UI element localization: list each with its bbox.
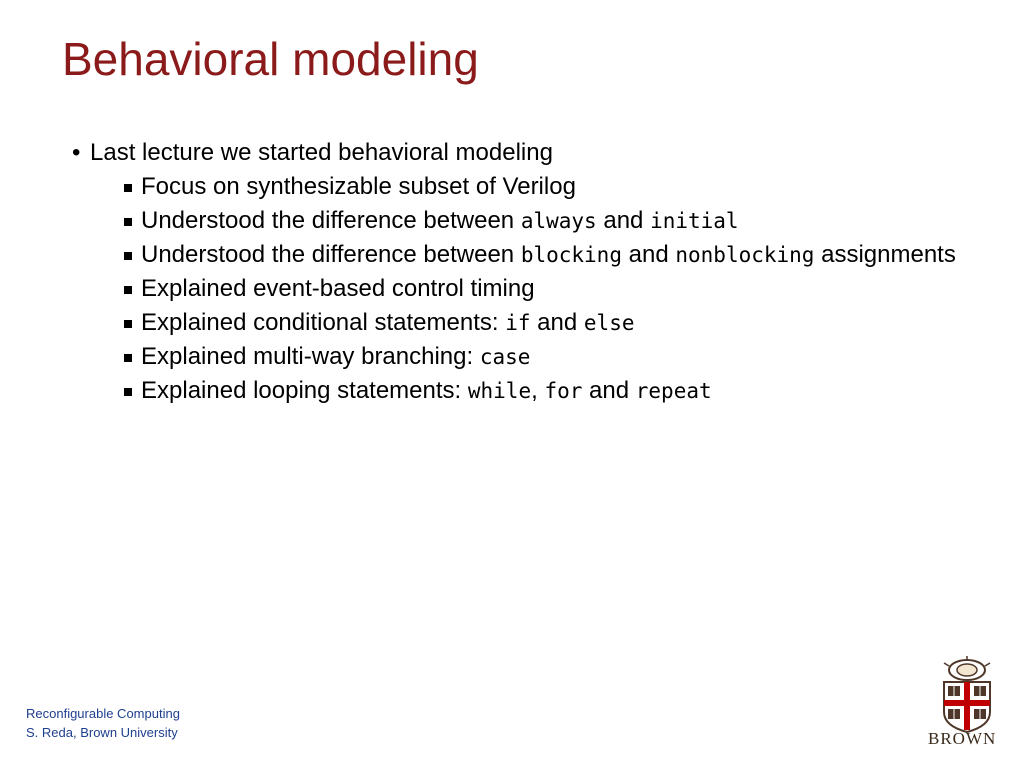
- sub-bullet-text: and: [621, 241, 676, 268]
- code-keyword: if: [505, 311, 531, 335]
- square-bullet-icon: [124, 286, 132, 294]
- footer-course: Reconfigurable Computing: [26, 706, 180, 721]
- sub-bullet-text: Explained conditional statements:: [141, 309, 506, 336]
- sub-bullet-5: [72, 306, 972, 340]
- sub-bullet-text: Focus on synthesizable subset of Verilog: [141, 173, 576, 200]
- sub-bullet-6: [72, 340, 972, 374]
- sub-bullet-7: [72, 374, 972, 408]
- footer: [26, 704, 180, 742]
- shield-icon: [944, 682, 990, 732]
- code-keyword: case: [479, 345, 531, 369]
- code-keyword: initial: [650, 209, 739, 233]
- sub-bullet-text: and: [596, 207, 651, 234]
- bullet-main: [72, 136, 972, 170]
- code-keyword: else: [583, 311, 635, 335]
- sub-bullet-text: assignments: [814, 241, 956, 268]
- square-bullet-icon: [124, 388, 132, 396]
- bullet-list: [72, 136, 972, 408]
- bullet-dot-icon: •: [72, 139, 81, 166]
- square-bullet-icon: [124, 354, 132, 362]
- sub-bullet-3: [72, 238, 972, 272]
- sub-bullet-text: ,: [531, 377, 545, 404]
- sub-bullet-text: and: [582, 377, 636, 404]
- code-keyword: for: [544, 379, 583, 403]
- square-bullet-icon: [124, 252, 132, 260]
- square-bullet-icon: [124, 218, 132, 226]
- sub-bullet-text: Explained event-based control timing: [141, 275, 535, 302]
- slide-title: Behavioral modeling: [62, 33, 479, 85]
- code-keyword: blocking: [520, 243, 622, 267]
- sub-bullet-text: Understood the difference between: [141, 207, 521, 234]
- code-keyword: always: [520, 209, 597, 233]
- sub-bullet-2: [72, 204, 972, 238]
- sub-bullet-text: Explained multi-way branching:: [141, 343, 480, 370]
- footer-author: S. Reda, Brown University: [26, 725, 178, 740]
- sub-bullet-4: [72, 272, 972, 306]
- code-keyword: while: [467, 379, 532, 403]
- sun-icon: [944, 656, 990, 680]
- sub-bullet-1: [72, 170, 972, 204]
- square-bullet-icon: [124, 320, 132, 328]
- sub-bullet-text: Understood the difference between: [141, 241, 521, 268]
- sub-bullet-text: and: [530, 309, 584, 336]
- code-keyword: repeat: [635, 379, 712, 403]
- bullet-main-text: Last lecture we started behavioral modeling: [90, 139, 553, 166]
- square-bullet-icon: [124, 184, 132, 192]
- sub-bullet-text: Explained looping statements:: [141, 377, 468, 404]
- code-keyword: nonblocking: [675, 243, 815, 267]
- brown-wordmark: BROWN: [928, 729, 997, 748]
